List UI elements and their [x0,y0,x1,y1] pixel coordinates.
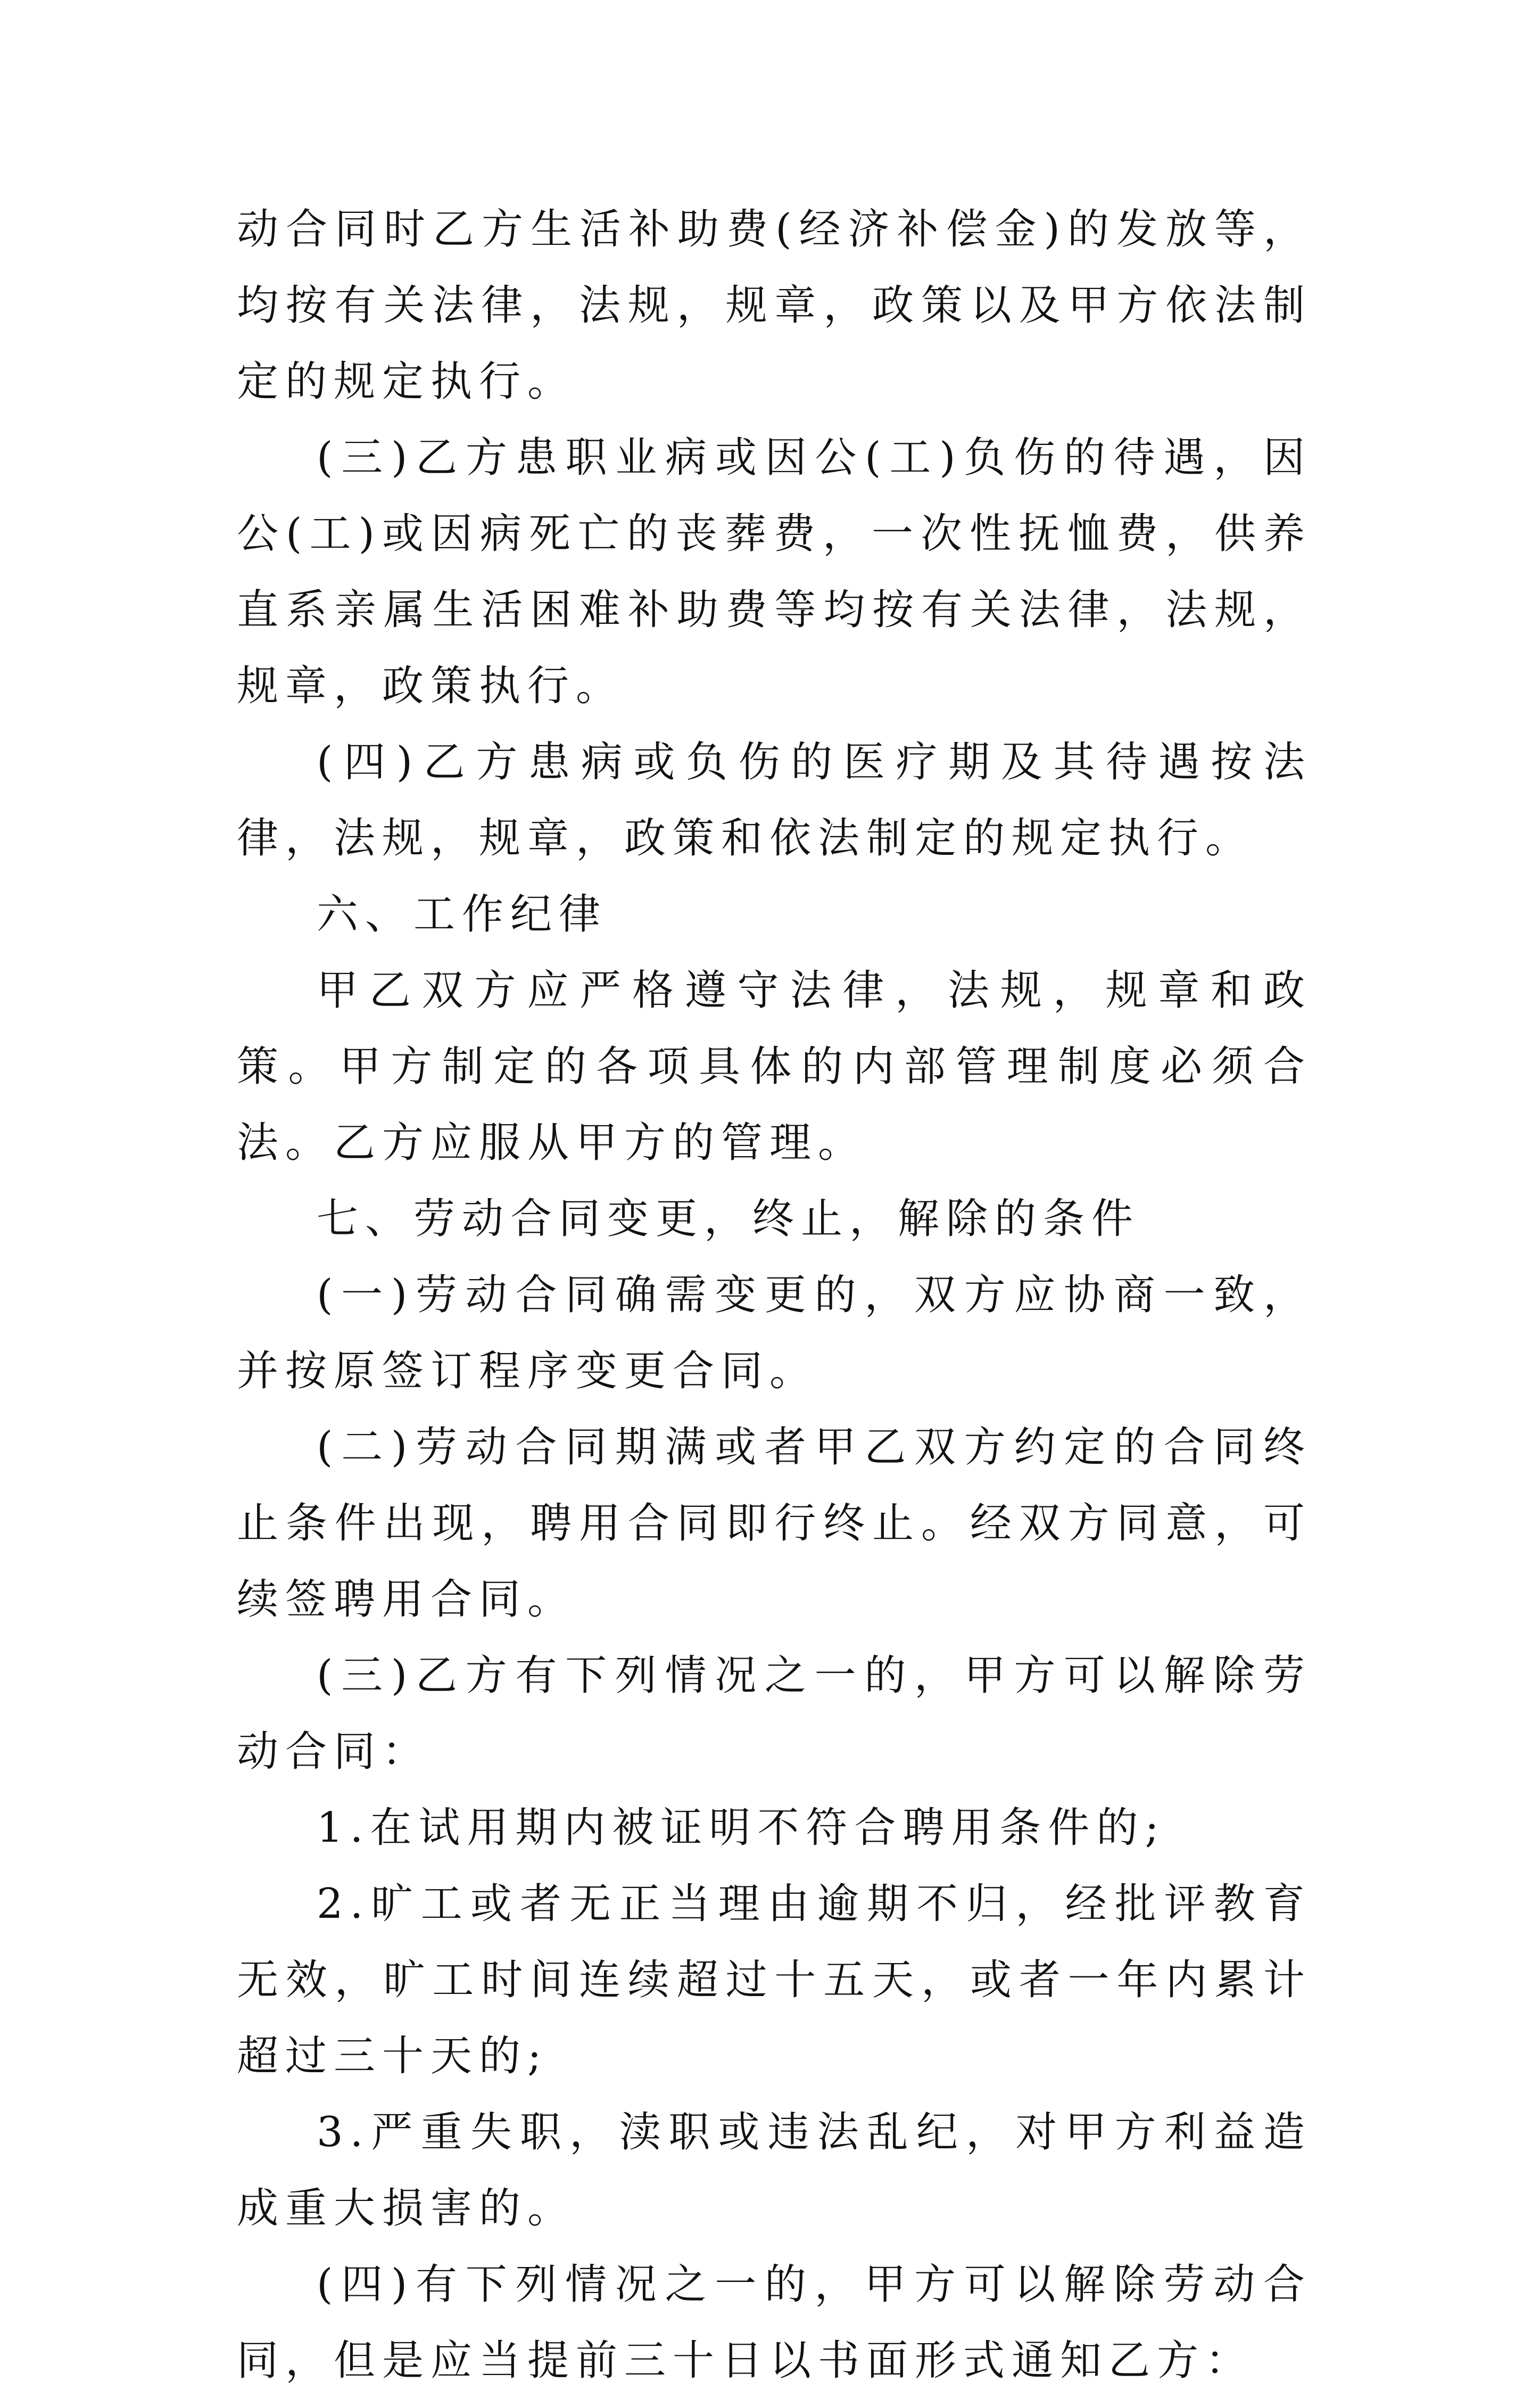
paragraph-work-discipline: 甲乙双方应严格遵守法律，法规，规章和政策。甲方制定的各项具体的内部管理制度必须合法。乙方应服从甲方的管理。 [237,967,1312,1167]
paragraph-clause-3-injury: (三)乙方患职业病或因公(工)负伤的待遇，因公(工)或因病死亡的丧葬费，一次性抚恤费，供养直系亲属生活困难补助费等均按有关法律，法规，规章，政策执行。 [237,434,1312,710]
paragraph-clause-1-change: (一)劳动合同确需变更的，双方应协商一致，并按原签订程序变更合同。 [237,1271,1312,1395]
paragraph-clause-4-notice: (四)有下列情况之一的，甲方可以解除劳动合同，但是应当提前三十日以书面形式通知乙方： [237,2261,1312,2385]
section-heading-contract-change: 七、劳动合同变更，终止，解除的条件 [317,1195,1140,1243]
paragraph-clause-3-termination: (三)乙方有下列情况之一的，甲方可以解除劳动合同： [237,1652,1312,1776]
list-item-3: 3.严重失职，渎职或违法乱纪，对甲方利益造成重大损害的。 [237,2108,1312,2232]
paragraph-continuation: 动合同时乙方生活补助费(经济补偿金)的发放等，均按有关法律，法规，规章，政策以及甲方依法制定的规定执行。 [237,205,1312,406]
list-item-2: 2.旷工或者无正当理由逾期不归，经批评教育无效，旷工时间连续超过十五天，或者一年内累计超过三十天的; [237,1880,1312,2080]
paragraph-clause-4-medical: (四)乙方患病或负伤的医疗期及其待遇按法律，法规，规章，政策和依法制定的规定执行。 [237,738,1312,862]
document-body [237,192,1312,2399]
list-item-1: 1.在试用期内被证明不符合聘用条件的; [317,1804,1166,1852]
section-heading-work-discipline: 六、工作纪律 [317,891,608,938]
paragraph-clause-2-expiry: (二)劳动合同期满或者甲乙双方约定的合同终止条件出现，聘用合同即行终止。经双方同意，可续签聘用合同。 [237,1423,1312,1623]
